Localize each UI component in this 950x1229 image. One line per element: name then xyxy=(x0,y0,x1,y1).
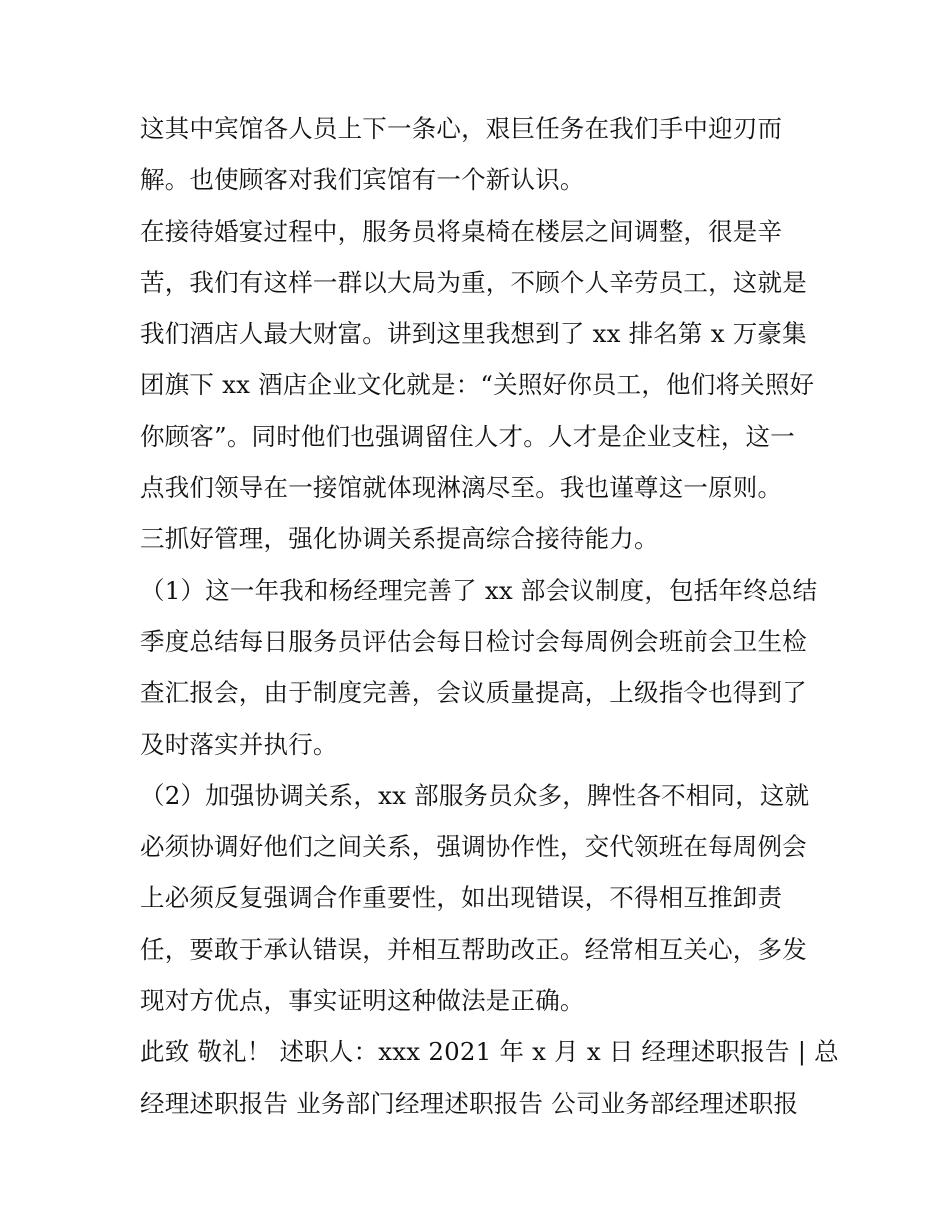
text-line: 这其中宾馆各人员上下一条心，艰巨任务在我们手中迎刃而 xyxy=(140,114,783,143)
text-line: 你顾客”。同时他们也强调留住人才。人才是企业支柱，这一 xyxy=(140,421,795,451)
document-body xyxy=(140,103,839,1129)
text-line: （1）这一年我和杨经理完善了 xx 部会议制度，包括年终总结 xyxy=(140,575,818,605)
text-line: （2）加强协调关系，xx 部服务员众多，脾性各不相同，这就 xyxy=(140,780,810,810)
text-line: 苦，我们有这样一群以大局为重，不顾个人辛劳员工，这就是 xyxy=(140,267,807,297)
text-line: 团旗下 xx 酒店企业文化就是：“关照好你员工，他们将关照好 xyxy=(140,370,815,400)
text-line: 任，要敢于承认错误，并相互帮助改正。经常相互关心，多发 xyxy=(140,934,807,964)
text-line: 现对方优点，事实证明这种做法是正确。 xyxy=(140,986,585,1016)
text-line: 经理述职报告 业务部门经理述职报告 公司业务部经理述职报 xyxy=(140,1088,799,1118)
text-line: 解。也使顾客对我们宾馆有一个新认识。 xyxy=(140,165,585,195)
text-line: 上必须反复强调合作重要性，如出现错误，不得相互推卸责 xyxy=(140,883,783,913)
text-line: 在接待婚宴过程中，服务员将桌椅在楼层之间调整，很是辛 xyxy=(140,216,783,246)
text-line: 必须协调好他们之间关系，强调协作性，交代领班在每周例会 xyxy=(140,832,807,862)
text-line: 三抓好管理，强化协调关系提高综合接待能力。 xyxy=(140,524,659,554)
text-line: 此致 敬礼！ 述职人：xxx 2021 年 x 月 x 日 经理述职报告 | 总 xyxy=(140,1037,839,1067)
text-line: 及时落实并执行。 xyxy=(140,729,338,759)
text-line: 季度总结每日服务员评估会每日检讨会每周例会班前会卫生检 xyxy=(140,626,807,656)
text-line: 查汇报会，由于制度完善，会议质量提高，上级指令也得到了 xyxy=(140,678,807,708)
text-line: 我们酒店人最大财富。讲到这里我想到了 xx 排名第 x 万豪集 xyxy=(140,319,807,349)
text-line: 点我们领导在一接馆就体现淋漓尽至。我也谨尊这一原则。 xyxy=(140,473,783,503)
